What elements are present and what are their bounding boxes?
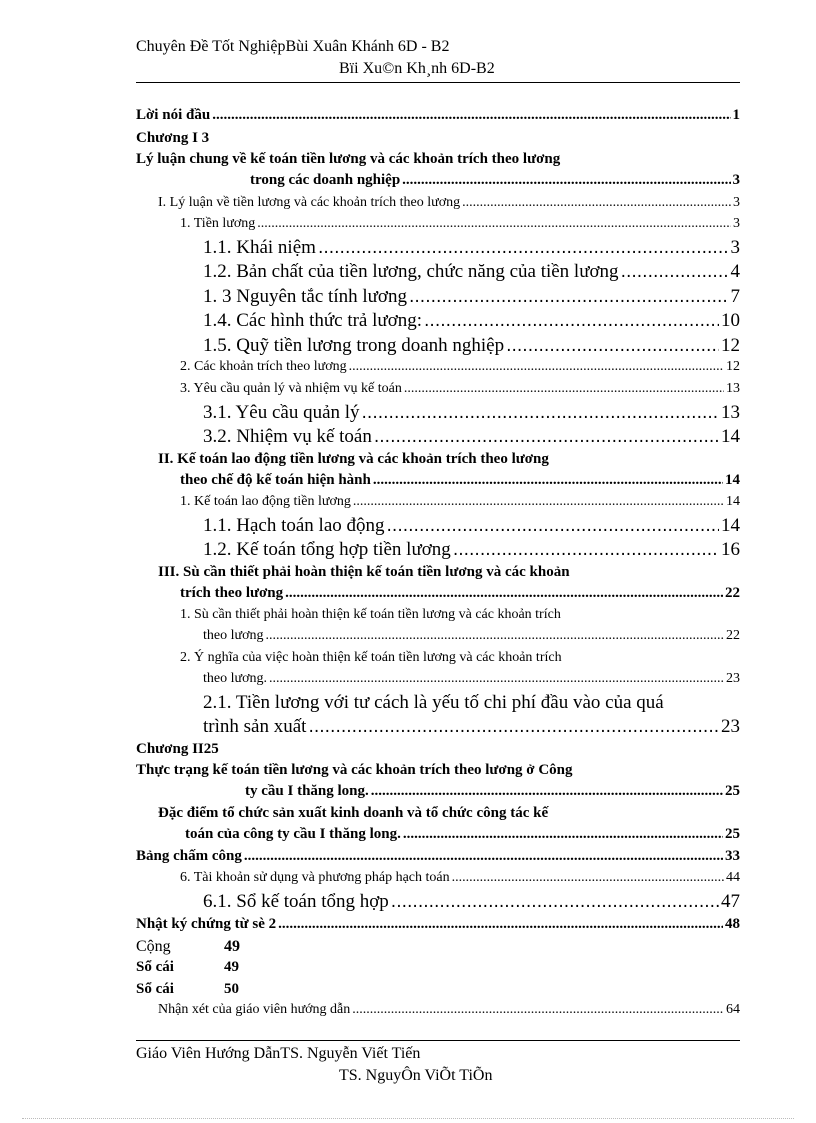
- dot-leader: [278, 916, 723, 933]
- page-bottom-border: [22, 1118, 794, 1119]
- toc-entry-1-2[interactable]: 1.2. Bản chất của tiền lương, chức năng của tiền lương ..... 4: [203, 261, 740, 285]
- dot-leader: [265, 628, 724, 644]
- toc-entry-3-1[interactable]: 3.1. Yêu cầu quản lý ..... 13: [203, 402, 740, 426]
- toc-entry-1-1[interactable]: 1.1. Khái niệm ..... 3: [203, 237, 740, 261]
- toc-entry-so-cai-1[interactable]: Sổ cái 49: [136, 959, 239, 975]
- dot-leader: [403, 826, 723, 843]
- toc-entry-1-4[interactable]: 1.4. Các hình thức trả lương: ..... 10: [203, 310, 740, 334]
- page-footer-advisor: Giáo Viên Hướng DẫnTS. Nguyễn Viết Tiến: [136, 1045, 421, 1062]
- toc-entry-III-1-cont[interactable]: theo lương ..... 22: [203, 628, 740, 652]
- toc-entry-2-1-cont[interactable]: trình sản xuất ..... 23: [203, 716, 740, 740]
- dot-leader: [352, 1002, 724, 1018]
- toc-entry-1-3[interactable]: 1. 3 Nguyên tắc tính lương ..... 7: [203, 286, 740, 310]
- toc-entry-3-2[interactable]: 3.2. Nhiệm vụ kế toán ..... 14: [203, 426, 740, 450]
- dot-leader: [391, 892, 719, 912]
- dot-leader: [409, 287, 729, 307]
- page-header-title: Chuyên Đề Tốt NghiệpBùi Xuân Khánh 6D - B2: [136, 38, 450, 55]
- toc-entry-ty-cau[interactable]: ty cầu I thăng long. ..... 25: [245, 783, 740, 807]
- toc-entry-nhan-xet[interactable]: Nhận xét của giáo viên hướng dẫn ..... 64: [158, 1002, 740, 1026]
- dot-leader: [462, 195, 731, 211]
- toc-entry-II-1-2[interactable]: 1.2. Kế toán tổng hợp tiền lương ..... 16: [203, 539, 740, 563]
- dot-leader: [404, 381, 724, 397]
- toc-entry-bang-cham-cong[interactable]: Bảng chấm công ..... 33: [136, 848, 740, 872]
- page-header-author: Bïi Xu©n Kh¸nh 6D-B2: [339, 60, 495, 77]
- toc-entry-2-1[interactable]: 2.1. Tiền lương với tư cách là yếu tố chi phí đầu vào của quá: [203, 692, 664, 713]
- dot-leader: [285, 585, 723, 602]
- toc-entry-chuong-1[interactable]: Chương I 3: [136, 130, 210, 146]
- toc-entry-1-tien-luong[interactable]: 1. Tiền lương ..... 3: [180, 216, 740, 240]
- toc-entry-trong-cac-doanh-nghiep[interactable]: trong các doanh nghiệp ..... 3: [250, 172, 740, 196]
- dot-leader: [373, 472, 723, 489]
- dot-leader: [349, 359, 724, 375]
- toc-entry-chuong-2[interactable]: Chương II25: [136, 741, 219, 757]
- toc-entry-cong[interactable]: Cộng 49: [136, 938, 240, 955]
- toc-entry-III[interactable]: III. Sù cần thiết phải hoàn thiện kế toán tiền lương và các khoản: [158, 564, 570, 580]
- toc-entry-6-tai-khoan[interactable]: 6. Tài khoản sử dụng và phương pháp hạch toán ..... 44: [180, 870, 740, 894]
- toc-entry-2-cac-khoan-trich[interactable]: 2. Các khoản trích theo lương ..... 12: [180, 359, 740, 383]
- toc-entry-thuc-trang[interactable]: Thực trạng kế toán tiền lương và các khoản trích theo lương ở Công: [136, 762, 573, 778]
- dot-leader: [244, 848, 723, 865]
- dot-leader: [374, 427, 719, 447]
- toc-entry-dac-diem[interactable]: Đặc điểm tổ chức sản xuất kinh doanh và tổ chức công tác kế: [158, 805, 549, 821]
- toc-entry-toan-cua-cong-ty[interactable]: toán của công ty cầu I thăng long. ..... 25: [185, 826, 740, 850]
- dot-leader: [212, 107, 730, 124]
- dot-leader: [353, 494, 724, 510]
- toc-entry-nhat-ky[interactable]: Nhật ký chứng từ sè 2 ..... 48: [136, 916, 740, 940]
- toc-entry-III-2-cont[interactable]: theo lương. ..... 23: [203, 671, 740, 695]
- toc-entry-II-1[interactable]: 1. Kế toán lao động tiền lương ..... 14: [180, 494, 740, 518]
- dot-leader: [371, 783, 723, 800]
- dot-leader: [269, 671, 724, 687]
- dot-leader: [308, 717, 719, 737]
- footer-rule: [136, 1040, 740, 1041]
- toc-entry-trich-theo-luong[interactable]: trích theo lương ..... 22: [180, 585, 740, 609]
- toc-entry-6-1[interactable]: 6.1. Sổ kế toán tổng hợp ..... 47: [203, 891, 740, 915]
- toc-entry-I[interactable]: I. Lý luận về tiền lương và các khoản trích theo lương ..... 3: [158, 195, 740, 219]
- dot-leader: [318, 238, 729, 258]
- toc-entry-loi-noi-dau[interactable]: Lời nói đầu ..... 1: [136, 107, 740, 131]
- toc-entry-3-yeu-cau[interactable]: 3. Yêu cầu quản lý và nhiệm vụ kế toán ..... 13: [180, 381, 740, 405]
- toc-entry-III-2[interactable]: 2. Ý nghĩa của việc hoàn thiện kế toán tiền lương và các khoản trích: [180, 650, 562, 665]
- dot-leader: [362, 403, 719, 423]
- toc-entry-ly-luan-chung[interactable]: Lý luận chung về kế toán tiền lương và các khoản trích theo lương: [136, 151, 561, 167]
- dot-leader: [453, 540, 719, 560]
- toc-entry-III-1[interactable]: 1. Sù cần thiết phải hoàn thiện kế toán tiền lương và các khoản trích: [180, 607, 561, 622]
- dot-leader: [402, 172, 730, 189]
- toc-entry-theo-che-do[interactable]: theo chế độ kế toán hiện hành ..... 14: [180, 472, 740, 496]
- dot-leader: [257, 216, 731, 232]
- page-footer-advisor-alt: TS. NguyÔn ViÕt TiÕn: [339, 1067, 493, 1084]
- toc-entry-II[interactable]: II. Kế toán lao động tiền lương và các khoản trích theo lương: [158, 451, 549, 467]
- toc-entry-II-1-1[interactable]: 1.1. Hạch toán lao động ..... 14: [203, 515, 740, 539]
- dot-leader: [621, 262, 729, 282]
- toc-entry-so-cai-2[interactable]: Sổ cái 50: [136, 981, 239, 997]
- dot-leader: [387, 516, 719, 536]
- dot-leader: [452, 870, 724, 886]
- toc-entry-1-5[interactable]: 1.5. Quỹ tiền lương trong doanh nghiệp ..... 12: [203, 335, 740, 359]
- dot-leader: [506, 336, 719, 356]
- header-rule: [136, 82, 740, 83]
- dot-leader: [424, 311, 719, 331]
